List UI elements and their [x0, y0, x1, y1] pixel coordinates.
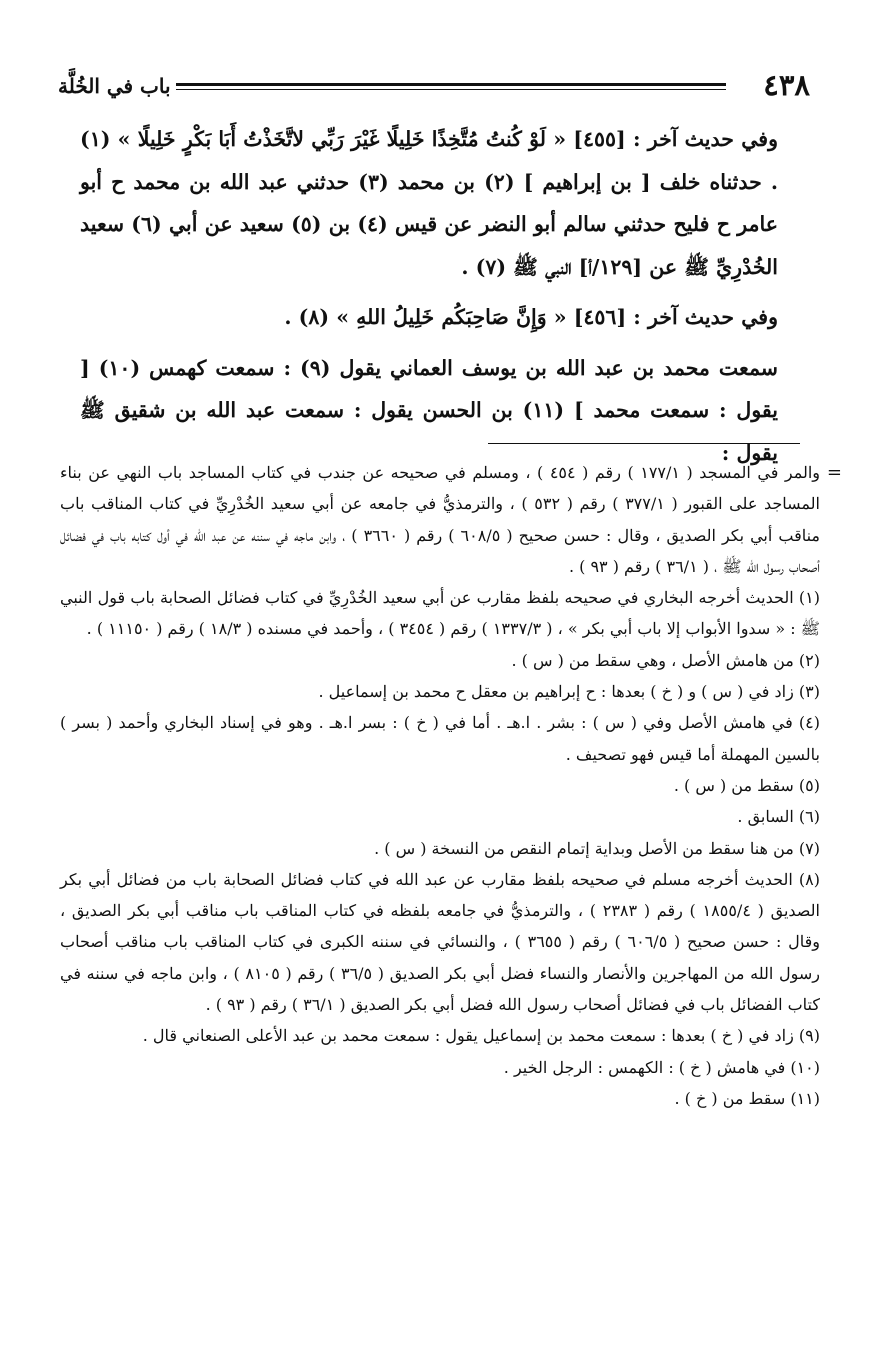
footnote-2: (٢) من هامش الأصل ، وهي سقط من ( س ) .	[511, 650, 820, 670]
footnote-3: (٣) زاد في ( س ) و ( خ ) بعدها : ح إبراهيم بن معقل ح محمد بن إسماعيل .	[318, 682, 820, 702]
footnote-4: (٤) في هامش الأصل وفي ( س ) : بشر . ا.هـ . أما في ( خ ) : بسر ا.هـ . وهو في إسناد البخاري وأحمد ( بسر ) بالسين المهملة أما قيس فهو تصحيف .	[60, 713, 820, 764]
main-text	[80, 118, 816, 474]
footnote-11: (١١) سقط من ( خ ) .	[674, 1088, 820, 1108]
hadith-455: وفي حديث آخر : [٤٥٥] « لَوْ كُنتُ مُتَّخِذًا خَلِيلًا غَيْرَ رَبِّي لاتَّخَذْتُ أَبَا بَكْرٍ خَلِيلًا » (١) . حدثناه خلف [ بن إبراهيم ] (٢) بن محمد (٣) حدثني عبد الله بن محمد ح أبو عامر ح فليح حدثني سالم أبو النضر عن قيس (٤) بن (٥) سعيد عن أبي (٦) سعيد الخُدْرِيِّ ﷺ عن [١٢٩/أ] النبي ﷺ (٧) .	[80, 127, 779, 279]
footnote-5: (٥) سقط من ( س ) .	[673, 775, 820, 795]
footnote-continuation-text: والمر في المسجد ( ١٧٧/١ ) رقم ( ٤٥٤ ) ، ومسلم في صحيحه عن جندب في كتاب المساجد باب النهي عن بناء المساجد على القبور ( ٣٧٧/١ ) رقم ( ٥٣٢ ) ، والترمذيُّ في جامعه عن أبي سعيد الخُدْرِيِّ في كتاب المناقب باب مناقب أبي بكر الصديق ، وقال : حسن صحيح ( ٦٠٨/٥ ) رقم ( ٣٦٦٠ ) ، وابن ماجه في سننه عن عبد الله في أول كتابه باب في فضائل أصحاب رسول الله ﷺ ، ( ٣٦/١ ) رقم ( ٩٣ ) .	[60, 463, 820, 576]
footnote-1: (١) الحديث أخرجه البخاري في صحيحه بلفظ مقارب عن أبي سعيد الخُدْرِيِّ في كتاب فضائل الصحابة باب قول النبي ﷺ : « سدوا الأبواب إلا باب أبي بكر » ، ( ١٣٣٧/٣ ) رقم ( ٣٤٥٤ ) ، وأحمد في مسنده ( ١٨/٣ ) رقم ( ١١١٥٠ ) .	[60, 588, 820, 639]
footnote-continuation	[60, 457, 842, 582]
hadith-456: وفي حديث آخر : [٤٥٦] « وَإِنَّ صَاحِبَكُم خَلِيلُ اللهِ » (٨) .	[284, 305, 778, 329]
footnote-9: (٩) زاد في ( خ ) بعدها : سمعت محمد بن إسماعيل يقول : سمعت محمد بن عبد الأعلى الصنعاني قال .	[142, 1026, 820, 1046]
footnote-7: (٧) من هنا سقط من الأصل وبداية إتمام النقص من النسخة ( س ) .	[374, 838, 820, 858]
header-rule	[176, 83, 726, 90]
page-number: ٤٣٨	[763, 68, 810, 102]
chapter-title: باب في الخُلَّة	[58, 74, 171, 98]
narration-chain: سمعت محمد بن عبد الله بن يوسف العماني يقول (٩) : سمعت كهمس (١٠) [ يقول : سمعت محمد ] (١١) بن الحسن يقول : سمعت عبد الله بن شقيق ﷺ يقول :	[80, 355, 778, 465]
footnote-divider	[488, 443, 800, 444]
running-header	[58, 66, 810, 108]
footnotes	[60, 457, 842, 1114]
footnote-8: (٨) الحديث أخرجه مسلم في صحيحه بلفظ مقارب عن عبد الله في كتاب فضائل الصحابة باب من فضائل أبي بكر الصديق ( ١٨٥٥/٤ ) رقم ( ٢٣٨٣ ) ، والترمذيُّ في جامعه بلفظه في كتاب المناقب باب مناقب أبي بكر الصديق ، وقال : حسن صحيح ( ٦٠٦/٥ ) رقم ( ٣٦٥٥ ) ، والنسائي في سننه الكبرى في كتاب المناقب باب مناقب أصحاب رسول الله من المهاجرين والأنصار والنساء فضل أبي بكر الصديق ( ٣٦/٥ ) رقم ( ٨١٠٥ ) ، وابن ماجه في سننه في كتاب الفضائل باب في فضائل أصحاب رسول الله فضل أبي بكر الصديق ( ٣٦/١ ) رقم ( ٩٣ ) .	[60, 869, 821, 1015]
footnote-6: (٦) السابق .	[737, 807, 820, 827]
footnote-10: (١٠) في هامش ( خ ) : الكهمس : الرجل الخير .	[503, 1057, 820, 1077]
continuation-mark: =	[826, 462, 842, 483]
